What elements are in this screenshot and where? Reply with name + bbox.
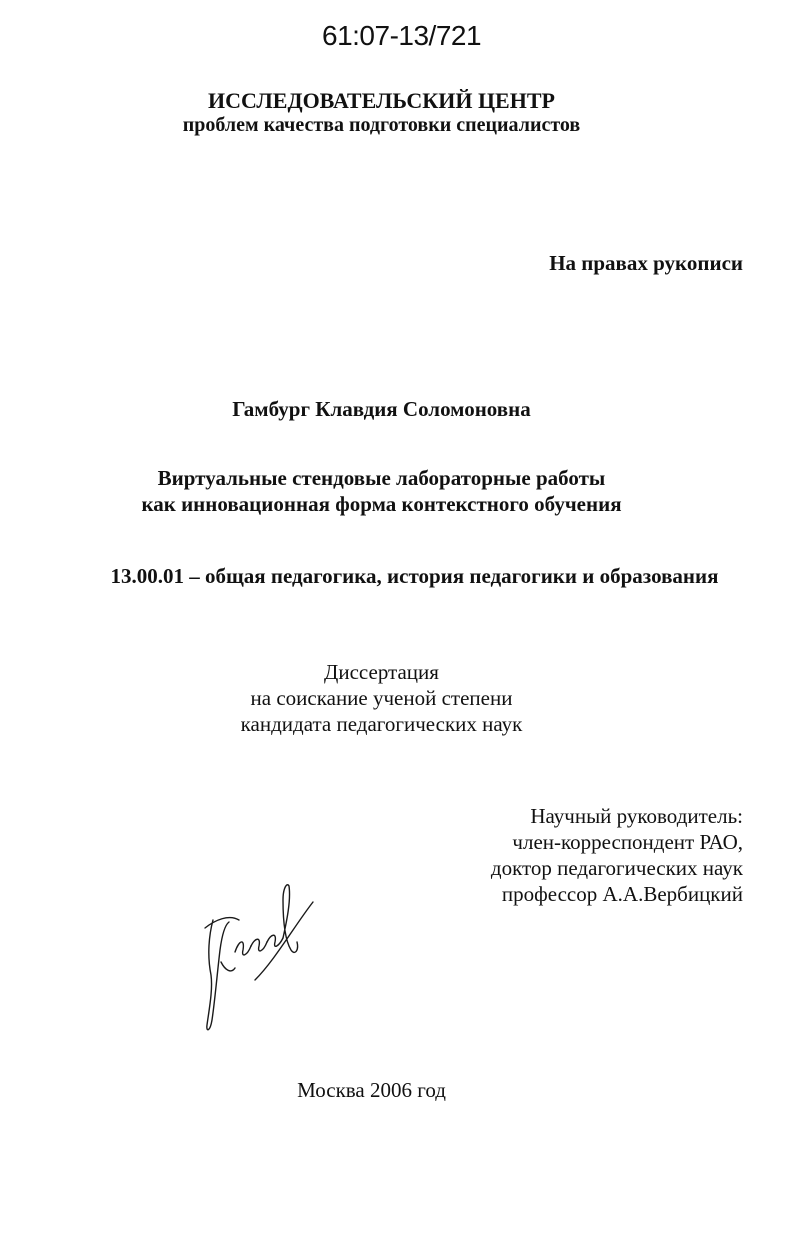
rights-note: На правах рукописи xyxy=(549,251,743,275)
dissertation-line-1: Диссертация xyxy=(324,660,439,684)
thesis-title-line-1: Виртуальные стендовые лабораторные работы xyxy=(157,466,606,490)
institution-title: ИССЛЕДОВАТЕЛЬСКИЙ ЦЕНТР xyxy=(208,88,555,113)
supervisor-name: профессор А.А.Вербицкий xyxy=(501,882,743,906)
specialty-code: 13.00.01 – общая педагогика, история педагогики и образования xyxy=(110,564,719,588)
supervisor-title-2: доктор педагогических наук xyxy=(490,856,743,880)
institution-subtitle: проблем качества подготовки специалистов xyxy=(182,114,581,136)
catalog-number: 61:07-13/721 xyxy=(322,20,482,51)
thesis-title-line-2: как инновационная форма контекстного обучения xyxy=(141,492,622,516)
dissertation-line-2: на соискание ученой степени xyxy=(250,686,513,710)
dissertation-line-3: кандидата педагогических наук xyxy=(240,712,523,736)
handwritten-signature xyxy=(195,880,325,1040)
supervisor-title-1: член-корреспондент РАО, xyxy=(512,830,743,854)
author-name: Гамбург Клавдия Соломоновна xyxy=(232,397,531,421)
supervisor-label: Научный руководитель: xyxy=(530,804,743,828)
city-and-year: Москва 2006 год xyxy=(297,1078,446,1102)
